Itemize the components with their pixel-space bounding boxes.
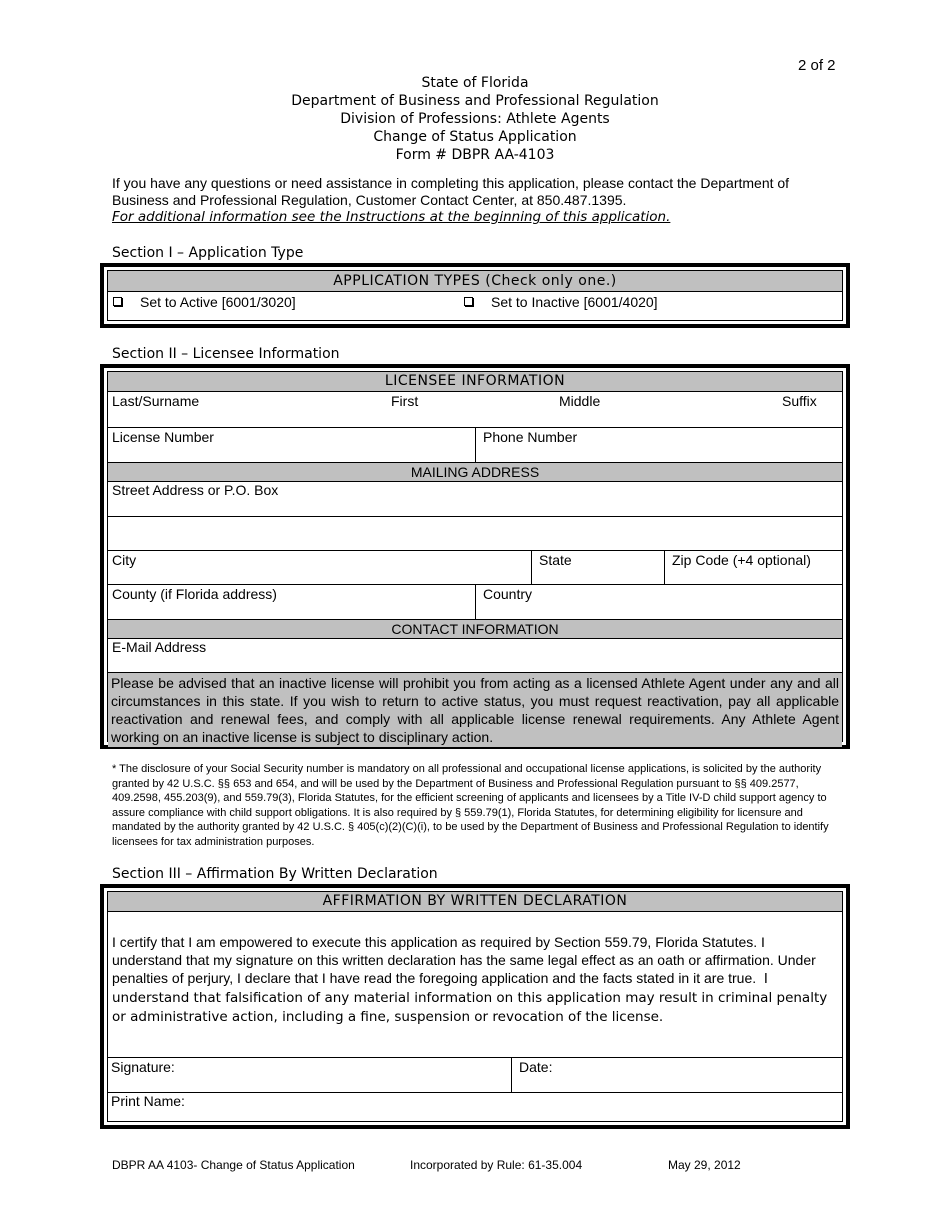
suffix-field[interactable]: Suffix bbox=[782, 393, 817, 409]
affirmation-text bbox=[112, 933, 838, 1026]
option-set-inactive-label: Set to Inactive [6001/4020] bbox=[491, 294, 658, 310]
affirmation-bar: AFFIRMATION BY WRITTEN DECLARATION bbox=[108, 892, 842, 912]
middle-name-field[interactable]: Middle bbox=[559, 393, 601, 409]
checkbox-icon[interactable] bbox=[464, 297, 473, 306]
country-field[interactable]: Country bbox=[483, 586, 533, 602]
header-division: Division of Professions: Athlete Agents bbox=[340, 111, 610, 127]
intro-note: For additional information see the Instructions at the beginning of this application. bbox=[112, 209, 671, 225]
phone-number-field[interactable]: Phone Number bbox=[483, 429, 578, 445]
signature-field[interactable]: Signature: bbox=[111, 1059, 175, 1075]
affirmation-statement: I certify that I am empowered to execute this application as required by Section 559.79, Florida Statutes. I understand that my signature on this written declaration has the same legal effect as an oath or affirmation. Under penalties of perjury, I declare that I have read the foregoing application and the facts stated in it are true. bbox=[112, 934, 816, 986]
page-number: 2 of 2 bbox=[798, 57, 836, 74]
header-form-number: Form # DBPR AA-4103 bbox=[395, 147, 555, 163]
county-field[interactable]: County (if Florida address) bbox=[112, 586, 277, 602]
footer-rule: Incorporated by Rule: 61-35.004 bbox=[410, 1158, 583, 1172]
last-name-field[interactable]: Last/Surname bbox=[112, 393, 200, 409]
date-field[interactable]: Date: bbox=[519, 1059, 553, 1075]
option-set-active-label: Set to Active [6001/3020] bbox=[140, 294, 296, 310]
section2-title: Section II – Licensee Information bbox=[112, 346, 340, 362]
application-types-bar: APPLICATION TYPES (Check only one.) bbox=[108, 271, 842, 292]
header-form-title: Change of Status Application bbox=[373, 129, 577, 145]
form-header bbox=[0, 74, 950, 164]
intro-text bbox=[112, 175, 832, 226]
footer-date: May 29, 2012 bbox=[668, 1158, 741, 1172]
section1-title: Section I – Application Type bbox=[112, 245, 304, 261]
application-type-box bbox=[100, 263, 850, 328]
footer-form-name: DBPR AA 4103- Change of Status Application bbox=[112, 1158, 355, 1172]
state-field[interactable]: State bbox=[539, 552, 572, 568]
email-address-field[interactable]: E-Mail Address bbox=[112, 639, 207, 655]
option-set-active[interactable] bbox=[113, 294, 296, 310]
intro-contact: If you have any questions or need assistance in completing this application, please contact the Department of Business and Professional Regulation, Customer Contact Center, at 850.487.1395. bbox=[112, 175, 790, 208]
licensee-information-bar: LICENSEE INFORMATION bbox=[108, 372, 842, 392]
ssn-disclosure-footnote: * The disclosure of your Social Security number is mandatory on all professional and occupational license applications, is solicited by the authority granted by 42 U.S.C. §§ 653 and 654, and will be used by the Department of Business and Professional Regulation pursuant to §§ 409.2577, 409.2598, 455.203(9), and 559.79(3), Florida Statutes, for the efficient screening of applicants and licensees by a Title IV-D child support agency to assure compliance with child support obligations. It is also required by § 559.79(1), Florida Statutes, for determining eligibility for licensure and mandated by the authority granted by 42 U.S.C. § 405(c)(2)(C)(i), to be used by the Department of Business and Professional Regulation to identify licensees for tax administration purposes. bbox=[112, 763, 829, 848]
checkbox-icon[interactable] bbox=[113, 297, 122, 306]
first-name-field[interactable]: First bbox=[391, 393, 419, 409]
inactive-license-notice: Please be advised that an inactive license will prohibit you from acting as a licensed Athlete Agent under any and all circumstances in this state. If you wish to return to active status, you must request reactivation, pay all applicable reactivation and renewal fees, and comply with all applicable license renewal requirements. Any Athlete Agent working on an inactive license is subject to disciplinary action. bbox=[108, 673, 842, 747]
zip-code-field[interactable]: Zip Code (+4 optional) bbox=[672, 552, 811, 568]
affirmation-falsification: I understand that falsification of any material information on this application may result in criminal penalty or administrative action, including a fine, suspension or revocation of the license. bbox=[112, 971, 828, 1025]
print-name-field[interactable]: Print Name: bbox=[111, 1093, 185, 1109]
header-department: Department of Business and Professional Regulation bbox=[291, 93, 659, 109]
section3-title: Section III – Affirmation By Written Declaration bbox=[112, 866, 438, 882]
street-address-field[interactable]: Street Address or P.O. Box bbox=[112, 482, 279, 498]
licensee-information-box bbox=[100, 364, 850, 749]
city-field[interactable]: City bbox=[112, 552, 137, 568]
affirmation-box bbox=[100, 884, 850, 1129]
header-state: State of Florida bbox=[421, 75, 529, 91]
mailing-address-bar: MAILING ADDRESS bbox=[108, 463, 842, 482]
contact-information-bar: CONTACT INFORMATION bbox=[108, 620, 842, 639]
option-set-inactive[interactable] bbox=[464, 294, 658, 310]
license-number-field[interactable]: License Number bbox=[112, 429, 214, 445]
